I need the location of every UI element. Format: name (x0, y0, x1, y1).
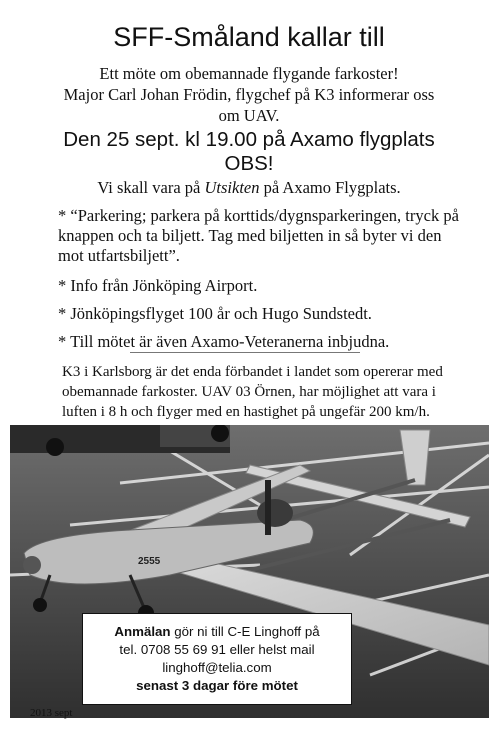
signup-line-1 (83, 623, 351, 641)
signup-box (82, 613, 352, 705)
intro-line-2: Major Carl Johan Frödin, flygchef på K3 informerar oss (63, 85, 435, 104)
k3-info-paragraph: K3 i Karlsborg är det enda förbandet i landet som opererar med obemannade farkoster. UAV 03 Örnen, har möjlighet att vara i luften i 8 h och flyger med en hastighet på ungefär 200 km/h. (62, 364, 443, 420)
signup-bold: Anmälan (114, 624, 171, 639)
venue-post: på Axamo Flygplats. (259, 178, 401, 197)
divider (130, 352, 360, 353)
signup-email[interactable]: linghoff@telia.com (162, 660, 272, 675)
venue-place: Utsikten (204, 178, 260, 197)
signup-phone: tel. 0708 55 69 91 eller helst mail (119, 642, 315, 657)
obs-heading: OBS! (224, 152, 274, 175)
bullet-item: * Info från Jönköping Airport. (58, 276, 258, 295)
intro-line-1: Ett möte om obemannade flygande farkoster! (99, 64, 399, 83)
bullet-list (58, 276, 468, 360)
intro-line-3: om UAV. (218, 106, 280, 125)
parking-info: * “Parkering; parkera på korttids/dygnsparkeringen, tryck på knappen och ta biljett. Tag med biljetten in så byter vi den mot utfartsbiljett”. (58, 206, 459, 265)
signup-rest: gör ni till C-E Linghoff på (170, 624, 320, 639)
venue-pre: Vi skall vara på (97, 178, 205, 197)
aircraft-marking: 2555 (138, 556, 161, 567)
venue-line (0, 178, 498, 197)
signup-deadline: senast 3 dagar före mötet (136, 678, 298, 693)
poster-title: SFF-Småland kallar till (113, 22, 385, 52)
footer-date: 2013 sept (30, 707, 73, 719)
meeting-date: Den 25 sept. kl 19.00 på Axamo flygplats (63, 128, 435, 151)
bullet-item: * Jönköpingsflyget 100 år och Hugo Sundstedt. (58, 304, 372, 323)
bullet-item: * Till mötet är även Axamo-Veteranerna inbjudna. (58, 332, 390, 351)
